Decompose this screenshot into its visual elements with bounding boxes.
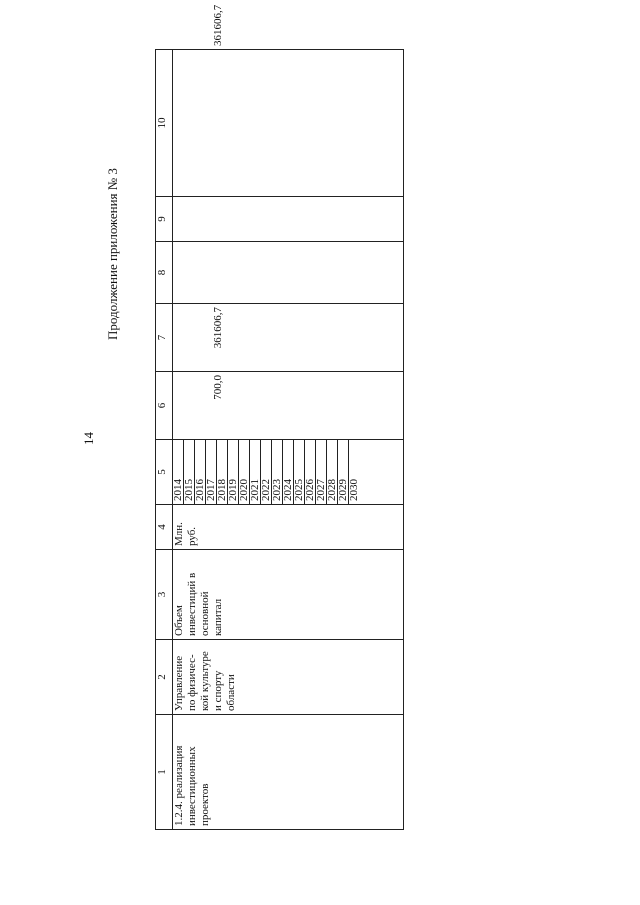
year-entry: 2027 bbox=[316, 440, 327, 504]
col-header-10: 10 bbox=[156, 50, 173, 197]
col-header-3: 3 bbox=[156, 550, 173, 640]
indicator-name: Объем инвестиций в основной капитал bbox=[173, 550, 404, 640]
year-entry: 2019 bbox=[228, 440, 239, 504]
unit: Млн. руб. bbox=[173, 505, 404, 550]
col-header-5: 5 bbox=[156, 440, 173, 505]
year-entry: 2014 bbox=[173, 440, 184, 504]
value-2017-col5: 700,0 bbox=[212, 375, 224, 400]
page-number: 14 bbox=[81, 432, 96, 445]
year-list bbox=[173, 443, 359, 501]
year-entry: 2025 bbox=[294, 440, 305, 504]
year-entry: 2024 bbox=[283, 440, 294, 504]
year-entry: 2030 bbox=[348, 479, 360, 501]
year-entry: 2029 bbox=[338, 440, 349, 504]
col-header-2: 2 bbox=[156, 640, 173, 715]
year-entry: 2023 bbox=[272, 440, 283, 504]
year-entry: 2015 bbox=[184, 440, 195, 504]
year-entry: 2017 bbox=[206, 440, 217, 504]
appendix-caption: Продолжение приложения № 3 bbox=[105, 168, 120, 340]
value-2017-col10: 361606,7 bbox=[212, 4, 224, 46]
year-entry: 2016 bbox=[195, 440, 206, 504]
col-header-1: 1 bbox=[156, 715, 173, 830]
col-header-7: 7 bbox=[156, 304, 173, 372]
year-entry: 2028 bbox=[327, 440, 338, 504]
investment-table bbox=[155, 4, 404, 830]
value-col5 bbox=[173, 372, 404, 440]
col-header-4: 4 bbox=[156, 505, 173, 550]
rotated-page bbox=[5, 5, 635, 900]
year-entry: 2021 bbox=[250, 440, 261, 504]
year-entry: 2020 bbox=[239, 440, 250, 504]
year-entry: 2018 bbox=[217, 440, 228, 504]
column-number-row bbox=[156, 50, 173, 830]
measure-name: 1.2.4. реализация инвестиционных проектов bbox=[173, 715, 404, 830]
value-col6 bbox=[173, 304, 404, 372]
table-row bbox=[173, 50, 404, 830]
col-header-6: 6 bbox=[156, 372, 173, 440]
value-col8 bbox=[173, 197, 404, 242]
year-entry: 2022 bbox=[261, 440, 272, 504]
value-col9 bbox=[173, 50, 404, 197]
col-header-9: 9 bbox=[156, 197, 173, 242]
value-col7 bbox=[173, 242, 404, 304]
value-2017-col6: 361606,7 bbox=[212, 307, 224, 349]
col-header-8: 8 bbox=[156, 242, 173, 304]
responsible-body: Управление по физичес- кой культуре и спорту области bbox=[173, 640, 404, 715]
year-entry: 2026 bbox=[305, 440, 316, 504]
year-list-cell bbox=[173, 440, 404, 505]
